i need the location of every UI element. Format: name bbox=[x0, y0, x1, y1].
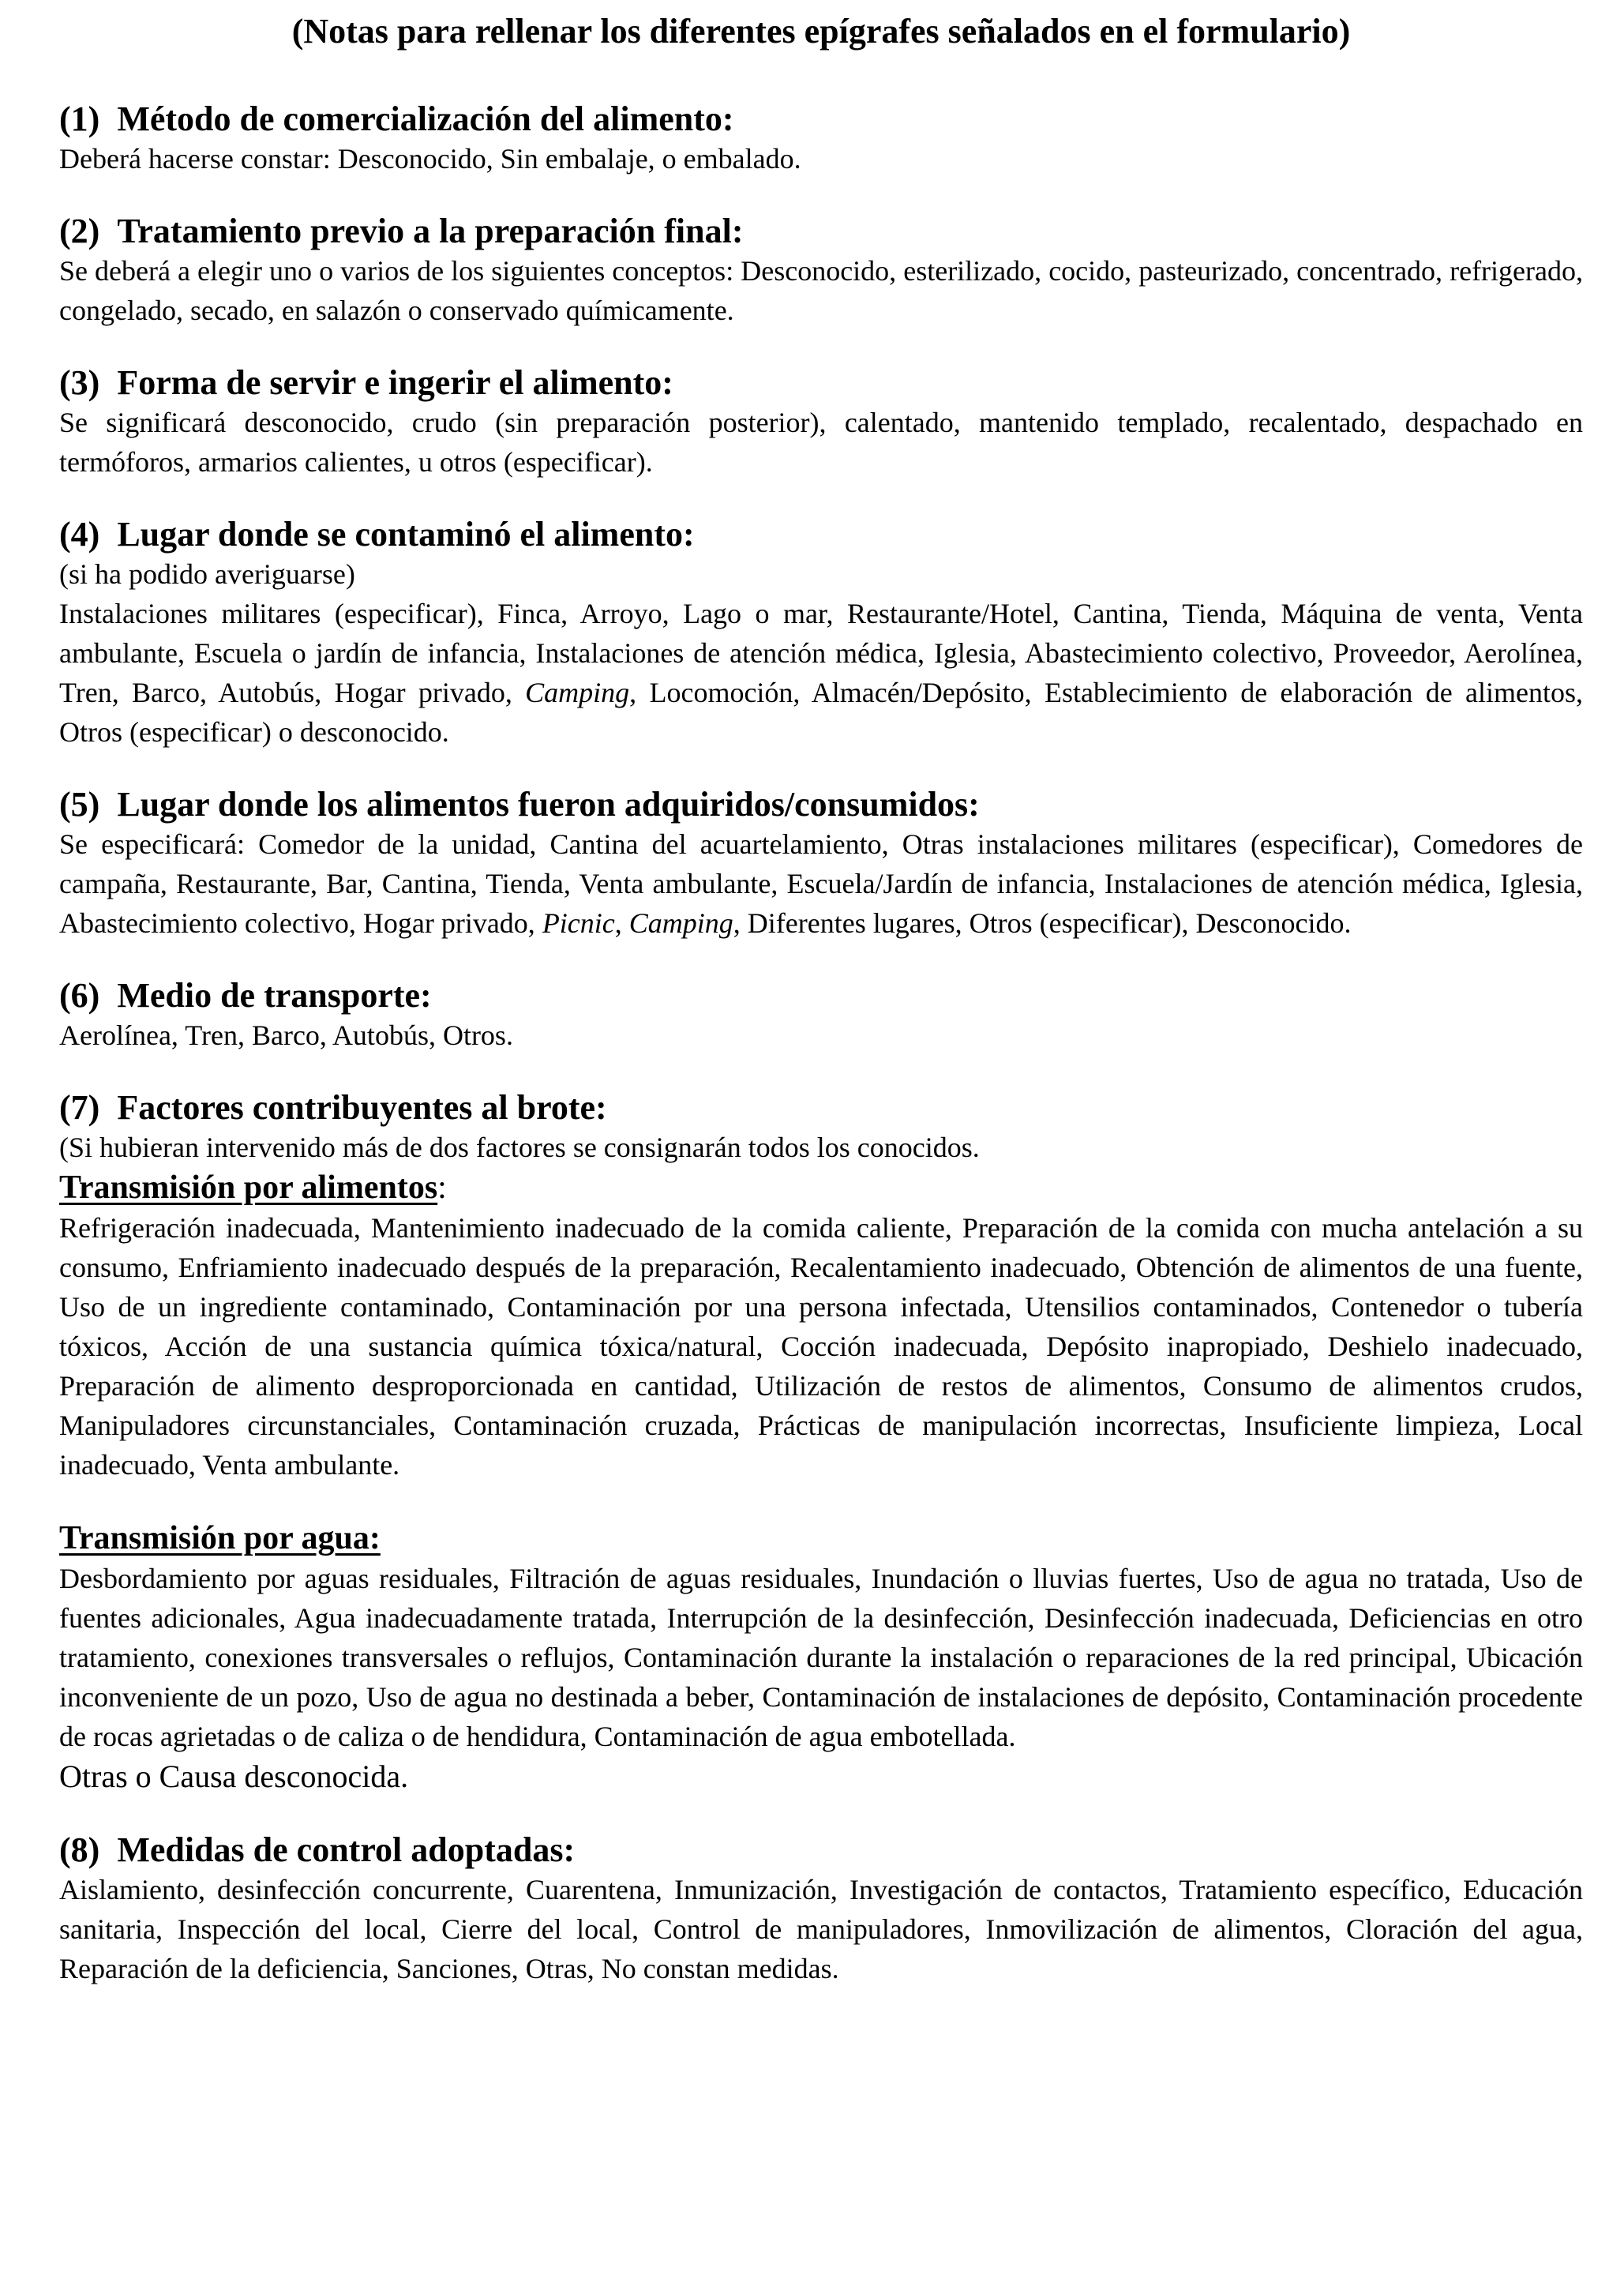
section-note: (Si hubieran intervenido más de dos factores se consignarán todos los conocidos. bbox=[59, 1132, 980, 1163]
section-3 bbox=[59, 363, 1583, 482]
section-heading bbox=[59, 212, 1583, 251]
body-text: Instalaciones militares (especificar), Finca, Arroyo, Lago o mar, Restaurante/Hotel, Cantina, Tienda, Máquina de venta, Venta ambulante, Escuela o jardín de infancia, Instalaciones de atención médica, Iglesia, Abastecimiento colectivo, Proveedor, Aerolínea, Tren, Barco, Autobús, Hogar privado, bbox=[59, 598, 1583, 708]
section-body: Se deberá a elegir uno o varios de los siguientes conceptos: Desconocido, esterilizado, cocido, pasteurizado, concentrado, refrigerado, congelado, secado, en salazón o conservado químicamente. bbox=[59, 255, 1583, 326]
document-page bbox=[59, 0, 1583, 1988]
section-number: (6) bbox=[59, 976, 100, 1015]
section-body: Aislamiento, desinfección concurrente, Cuarentena, Inmunización, Investigación de contactos, Tratamiento específico, Educación sanitaria, Inspección del local, Cierre del local, Control de manipuladores, Inmovilización de alimentos, Cloración del agua, Reparación de la deficiencia, Sanciones, Otras, No constan medidas. bbox=[59, 1874, 1583, 1984]
section-title: Forma de servir e ingerir el alimento: bbox=[117, 363, 673, 402]
section-1 bbox=[59, 99, 1583, 178]
section-title: Tratamiento previo a la preparación final: bbox=[117, 212, 744, 250]
section-7 bbox=[59, 1088, 1583, 1797]
section-body: Deberá hacerse constar: Desconocido, Sin embalaje, o embalado. bbox=[59, 143, 801, 175]
document-title: (Notas para rellenar los diferentes epígrafes señalados en el formulario) bbox=[291, 12, 1351, 51]
section-number: (2) bbox=[59, 212, 100, 250]
section-note: (si ha podido averiguarse) bbox=[59, 558, 355, 590]
section-number: (5) bbox=[59, 785, 100, 824]
section-2 bbox=[59, 212, 1583, 330]
section-body: Aerolínea, Tren, Barco, Autobús, Otros. bbox=[59, 1019, 513, 1051]
section-heading bbox=[59, 976, 1583, 1015]
section-title: Método de comercialización del alimento: bbox=[117, 99, 734, 138]
section-number: (1) bbox=[59, 99, 100, 138]
section-5 bbox=[59, 785, 1583, 943]
body-italic-text: Camping bbox=[628, 907, 733, 939]
body-text: , Diferentes lugares, Otros (especificar), Desconocido. bbox=[733, 907, 1352, 939]
section-title: Factores contribuyentes al brote: bbox=[117, 1088, 607, 1127]
body-text: , Locomoción, Almacén/Depósito, Establecimiento de elaboración de alimentos, Otros (especificar) o desconocido. bbox=[59, 677, 1583, 748]
section-heading bbox=[59, 99, 1583, 139]
section-heading bbox=[59, 515, 1583, 554]
section-heading bbox=[59, 785, 1583, 824]
section-number: (7) bbox=[59, 1088, 100, 1127]
section-heading bbox=[59, 1088, 1583, 1128]
food-transmission-body: Refrigeración inadecuada, Mantenimiento inadecuado de la comida caliente, Preparación de la comida con mucha antelación a su consumo, Enfriamiento inadecuado después de la preparación, Recalentamiento inadecuado, Obtención de alimentos de una fuente, Uso de un ingrediente contaminado, Contaminación por una persona infectada, Utensilios contaminados, Contenedor o tubería tóxicos, Acción de una sustancia química tóxica/natural, Cocción inadecuada, Depósito inapropiado, Deshielo inadecuado, Preparación de alimento desproporcionada en cantidad, Utilización de restos de alimentos, Consumo de alimentos crudos, Manipuladores circunstanciales, Contaminación cruzada, Prácticas de manipulación incorrectas, Insuficiente limpieza, Local inadecuado, Venta ambulante. bbox=[59, 1212, 1583, 1481]
water-transmission-title: Transmisión por agua: bbox=[59, 1520, 381, 1556]
section-title: Medio de transporte: bbox=[117, 976, 432, 1015]
body-italic-text: Camping bbox=[525, 677, 630, 708]
heading-colon: : bbox=[437, 1169, 447, 1206]
section-6 bbox=[59, 976, 1583, 1055]
section-number: (3) bbox=[59, 363, 100, 402]
other-causes: Otras o Causa desconocida. bbox=[59, 1759, 409, 1794]
food-transmission-title: Transmisión por alimentos bbox=[59, 1169, 438, 1206]
section-body: Se significará desconocido, crudo (sin preparación posterior), calentado, mantenido templado, recalentado, despachado en termóforos, armarios calientes, u otros (especificar). bbox=[59, 407, 1583, 478]
section-title: Lugar donde los alimentos fueron adquiridos/consumidos: bbox=[117, 785, 980, 824]
section-number: (8) bbox=[59, 1830, 100, 1869]
section-body bbox=[59, 594, 1583, 752]
section-number: (4) bbox=[59, 515, 100, 554]
body-italic-text: Picnic bbox=[542, 907, 615, 939]
section-body bbox=[59, 824, 1583, 943]
body-text: Se especificará: Comedor de la unidad, Cantina del acuartelamiento, Otras instalaciones militares (especificar), Comedores de campaña, Restaurante, Bar, Cantina, Tienda, Venta ambulante, Escuela/Jardín de infancia, Instalaciones de atención médica, Iglesia, Abastecimiento colectivo, Hogar privado, bbox=[59, 828, 1583, 939]
section-title: Medidas de control adoptadas: bbox=[117, 1830, 576, 1869]
water-transmission-heading bbox=[59, 1518, 1583, 1559]
section-heading bbox=[59, 363, 1583, 403]
section-title: Lugar donde se contaminó el alimento: bbox=[117, 515, 695, 554]
section-8 bbox=[59, 1830, 1583, 1988]
section-4 bbox=[59, 515, 1583, 752]
body-text: , bbox=[614, 907, 629, 939]
section-heading bbox=[59, 1830, 1583, 1870]
water-transmission-body: Desbordamiento por aguas residuales, Filtración de aguas residuales, Inundación o lluvias fuertes, Uso de agua no tratada, Uso de fuentes adicionales, Agua inadecuadamente tratada, Interrupción de la desinfección, Desinfección inadecuada, Deficiencias en otro tratamiento, conexiones transversales o reflujos, Contaminación durante la instalación o reparaciones de la red principal, Ubicación inconveniente de un pozo, Uso de agua no destinada a beber, Contaminación de instalaciones de depósito, Contaminación procedente de rocas agrietadas o de caliza o de hendidura, Contaminación de agua embotellada. bbox=[59, 1563, 1583, 1752]
food-transmission-heading bbox=[59, 1167, 1583, 1208]
